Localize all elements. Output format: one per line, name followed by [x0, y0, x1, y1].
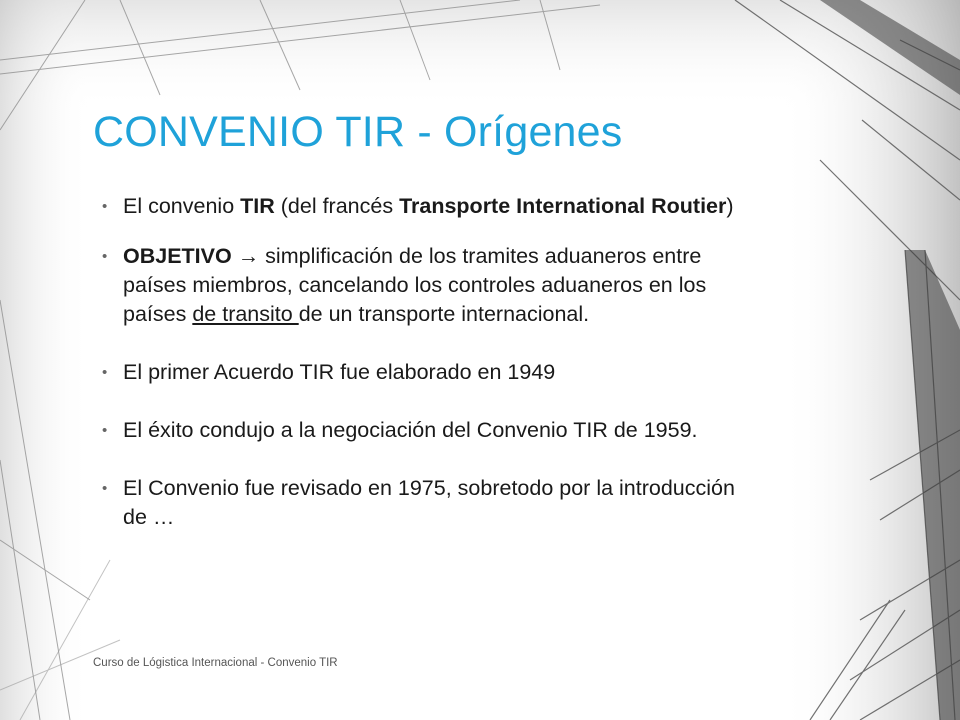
bullet-text: (del francés — [274, 194, 400, 218]
bullet-dot-icon: • — [102, 480, 108, 497]
bullet-item-origin — [100, 192, 750, 221]
bullet-list — [100, 192, 750, 561]
bullet-dot-icon: • — [102, 364, 108, 381]
bullet-text: El Convenio fue revisado en 1975, sobretodo por la introducción de … — [123, 476, 735, 529]
bullet-item-revision — [100, 474, 750, 532]
arrow-right-icon: → — [231, 244, 266, 268]
bullet-text: El éxito condujo a la negociación del Convenio TIR de 1959. — [123, 418, 698, 442]
french-name: Transporte International Routier — [399, 194, 727, 218]
bullet-text: ) — [726, 194, 734, 218]
bullet-text: simplificación de los tramites aduaneros entre países miembros, cancelando los controles aduaneros en los países — [123, 244, 707, 326]
bullet-item-objective — [100, 242, 750, 329]
bullet-dot-icon: • — [102, 422, 108, 439]
bullet-dot-icon: • — [102, 248, 108, 265]
bullet-item-success — [100, 416, 750, 445]
bullet-text: El primer Acuerdo TIR fue elaborado en 1949 — [123, 360, 556, 384]
bullet-dot-icon: • — [102, 198, 108, 215]
slide-title: CONVENIO TIR - Orígenes — [93, 108, 623, 156]
tir-term: TIR — [240, 194, 275, 218]
bullet-item-first-agreement — [100, 358, 750, 387]
slide-footer: Curso de Lógistica Internacional - Convenio TIR — [93, 657, 338, 669]
bullet-text: El convenio — [123, 194, 241, 218]
objective-label: OBJETIVO — [123, 244, 232, 268]
bullet-text: de un transporte internacional. — [298, 302, 590, 326]
underlined-text: de transito — [192, 302, 299, 326]
